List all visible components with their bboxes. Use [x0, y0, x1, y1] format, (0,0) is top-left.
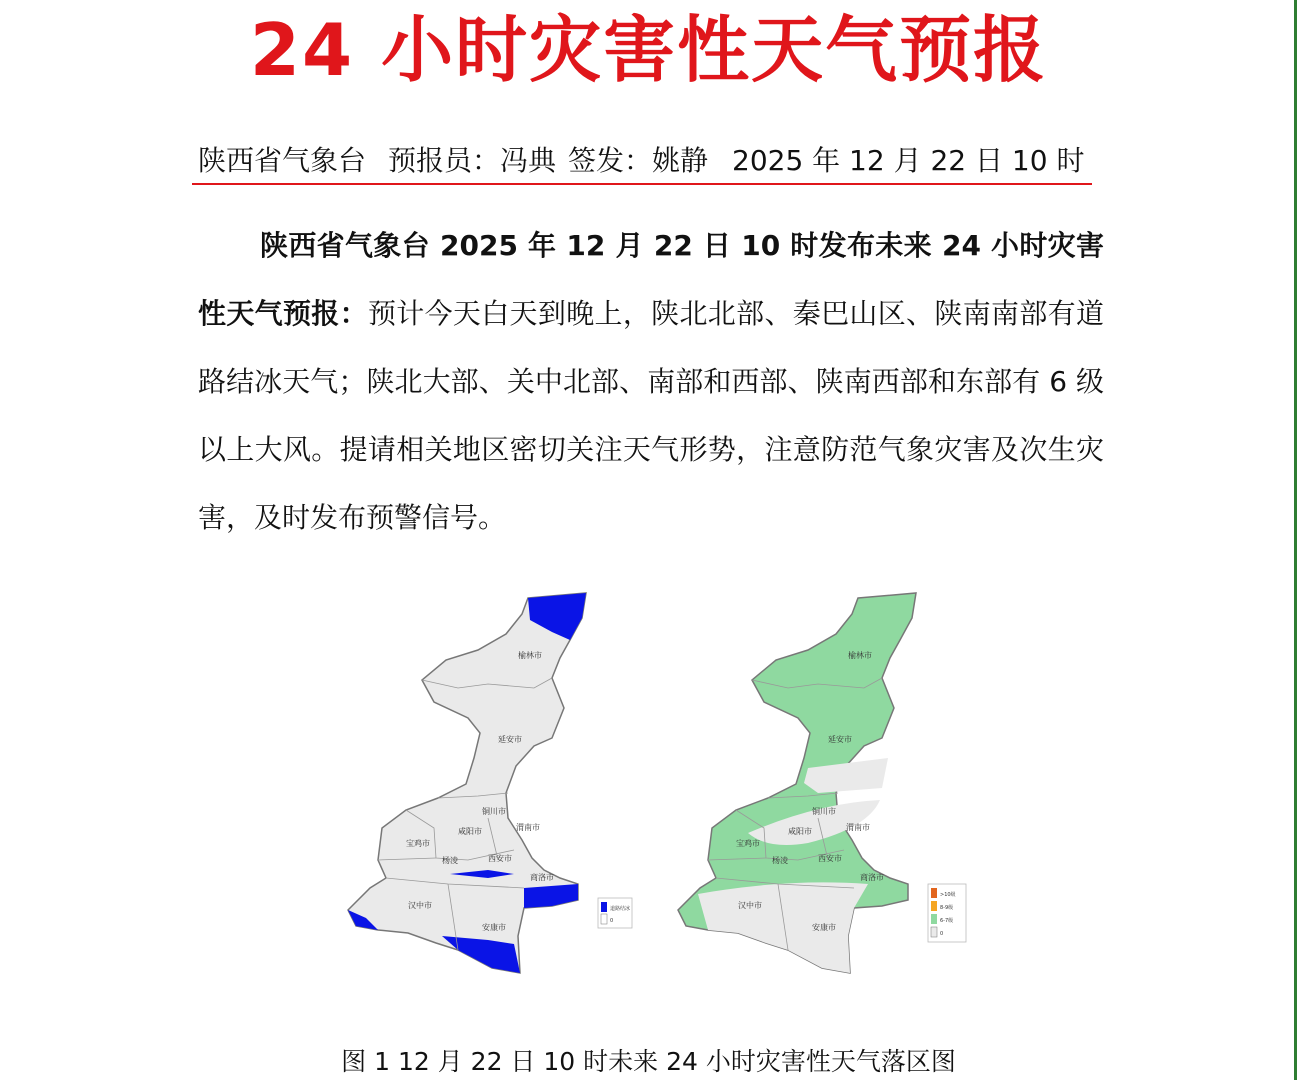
- forecaster: 预报员：冯典: [388, 144, 557, 177]
- city-label: 汉中市: [738, 901, 762, 910]
- legend-label: >10级: [940, 892, 956, 898]
- issuing-org: 陕西省气象台: [198, 144, 367, 177]
- signer: 签发：姚静: [568, 144, 709, 177]
- legend-swatch-10: [931, 888, 937, 898]
- city-label: 汉中市: [408, 901, 432, 910]
- forecast-text: 预计今天白天到晚上，陕北北部、秦巴山区、陕南南部有道路结冰天气；陕北大部、关中北部、南部和西部、陕南西部和东部有 6 级以上大风。提请相关地区密切关注天气形势，注意防范气象灾害及次生灾害，及时发布预警信号。: [198, 297, 1104, 534]
- city-label: 铜川市: [812, 807, 836, 816]
- city-label: 西安市: [818, 854, 842, 863]
- document-title: 24 小时灾害性天气预报: [249, 8, 1048, 92]
- city-label: 商洛市: [530, 873, 554, 882]
- city-label: 榆林市: [518, 651, 542, 660]
- city-label: 渭南市: [846, 823, 870, 832]
- issue-datetime: 2025 年 12 月 22 日 10 时: [732, 144, 1085, 177]
- city-label: 宝鸡市: [406, 839, 430, 848]
- road-icing-map: [338, 588, 638, 988]
- city-label: 榆林市: [848, 651, 872, 660]
- legend-label: 0: [610, 918, 614, 924]
- document-header: [198, 140, 1098, 182]
- city-label: 商洛市: [860, 873, 884, 882]
- city-label: 铜川市: [482, 807, 506, 816]
- ice-zone-south-east: [524, 884, 578, 908]
- legend-label: 6-7级: [940, 918, 954, 924]
- figure-caption: 图 1 12 月 22 日 10 时未来 24 小时灾害性天气落区图: [341, 1047, 956, 1076]
- map-legend: [598, 898, 632, 928]
- city-label: 咸阳市: [788, 827, 812, 836]
- legend-swatch-6-7: [931, 914, 937, 924]
- legend-swatch-8-9: [931, 901, 937, 911]
- legend-label: 0: [940, 931, 944, 937]
- city-label: 咸阳市: [458, 827, 482, 836]
- wind-map: [668, 588, 968, 988]
- legend-swatch-ice: [601, 902, 607, 912]
- calm-band-south: [698, 882, 868, 973]
- city-label: 延安市: [828, 735, 852, 744]
- city-label: 安康市: [812, 923, 836, 932]
- forecast-lead: 陕西省气象台 2025 年 12 月 22 日 10 时发布未来 24 小时灾害性天气预报：: [198, 229, 1104, 330]
- legend-swatch-none: [601, 914, 607, 924]
- city-label: 宝鸡市: [736, 839, 760, 848]
- header-divider: [192, 183, 1092, 185]
- city-label: 西安市: [488, 854, 512, 863]
- legend-swatch-none: [931, 927, 937, 937]
- city-label: 杨凌: [442, 856, 458, 865]
- forecast-paragraph: [198, 212, 1104, 552]
- province-shape: [348, 593, 586, 973]
- city-label: 杨凌: [772, 856, 788, 865]
- legend-label: 8-9级: [940, 905, 954, 911]
- city-label: 延安市: [498, 735, 522, 744]
- city-label: 安康市: [482, 923, 506, 932]
- city-label: 渭南市: [516, 823, 540, 832]
- map-legend: [928, 884, 966, 942]
- legend-label: 道路结冰: [610, 906, 631, 912]
